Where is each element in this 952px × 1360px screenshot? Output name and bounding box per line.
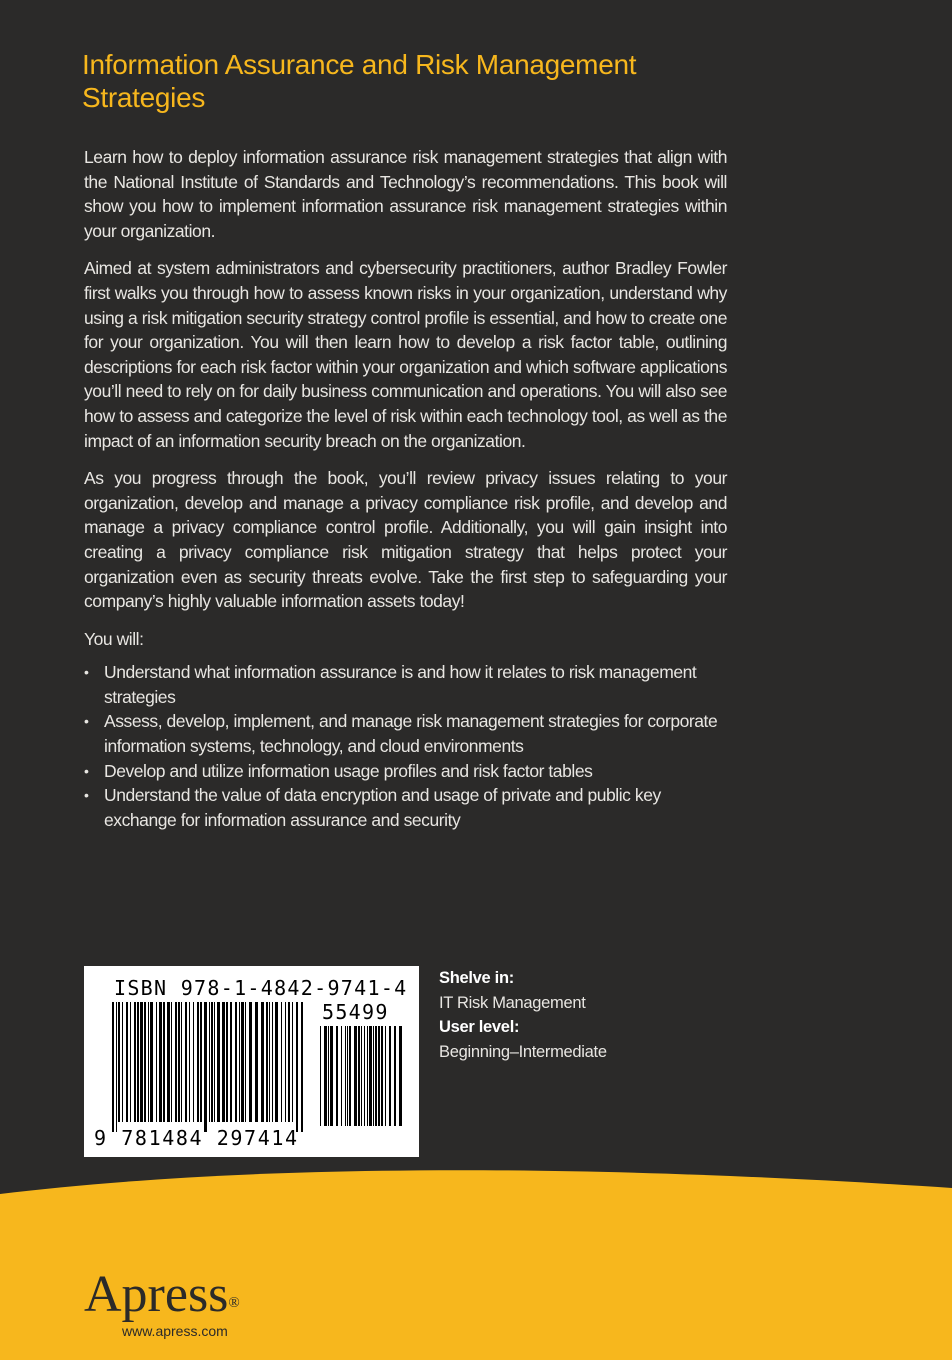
barcode-bar	[296, 1002, 298, 1132]
addon-barcode-bar	[361, 1026, 362, 1126]
you-will-heading: You will:	[84, 628, 144, 649]
price-code: 55499	[322, 1000, 389, 1024]
bullet-icon: •	[84, 664, 89, 681]
list-item-text: Understand the value of data encryption and usage of private and public key exchange for information assurance and security	[104, 785, 661, 830]
book-title-line-2: Strategies	[82, 82, 206, 113]
book-title-line-1: Information Assurance and Risk Management	[82, 49, 637, 80]
addon-barcode-bar	[328, 1026, 329, 1126]
shelve-in-value: IT Risk Management	[439, 993, 586, 1012]
barcode-bar	[269, 1002, 270, 1122]
description-paragraph-3: As you progress through the book, you’ll review privacy issues relating to your organization, develop and manage a privacy compliance risk profile, and develop and manage a privacy compliance control profile. Additionally, you will gain insight into creating a privacy compliance risk mitigation strategy that helps protect your organization even as security threats evolve. Take the first step to safeguarding your company’s highly valuable information assets today!	[84, 468, 727, 612]
user-level-label: User level:	[439, 1018, 520, 1036]
barcode-bar	[112, 1002, 114, 1132]
barcode-bar	[226, 1002, 228, 1122]
learning-outcomes-list	[84, 660, 727, 832]
barcode-bar	[261, 1002, 264, 1122]
bullet-icon: •	[84, 762, 89, 779]
barcode-bar	[211, 1002, 213, 1122]
barcode-bar	[239, 1002, 240, 1122]
barcode-bar	[272, 1002, 273, 1122]
bullet-icon: •	[84, 713, 89, 730]
barcode-bar	[118, 1002, 120, 1122]
barcode-bar	[292, 1002, 293, 1122]
registered-mark: ®	[228, 1295, 240, 1311]
shelve-in-label: Shelve in:	[439, 969, 514, 987]
barcode-bar	[178, 1002, 180, 1122]
barcode-bar	[163, 1002, 165, 1122]
addon-barcode-bar	[399, 1026, 402, 1126]
user-level-value: Beginning–Intermediate	[439, 1042, 607, 1061]
list-item-text: Assess, develop, implement, and manage risk management strategies for corporate information systems, technology, and cloud environments	[104, 711, 718, 757]
addon-barcode-bar	[375, 1026, 377, 1126]
barcode-bar	[266, 1002, 268, 1122]
addon-barcode-bar	[320, 1026, 321, 1126]
barcode-bar	[189, 1002, 190, 1122]
addon-barcode-bar	[354, 1026, 357, 1126]
addon-barcode-bar	[349, 1026, 351, 1126]
addon-barcode-bar	[367, 1026, 368, 1126]
addon-barcode-bar	[364, 1026, 365, 1126]
barcode-bar	[255, 1002, 258, 1122]
barcode-bar	[217, 1002, 220, 1122]
barcode-bar	[171, 1002, 172, 1122]
list-item	[84, 783, 727, 832]
barcode-bar	[200, 1002, 202, 1122]
addon-barcode-bar	[358, 1026, 360, 1126]
bullet-icon: •	[84, 787, 89, 804]
barcode-bar	[181, 1002, 182, 1122]
barcode-bar	[159, 1002, 162, 1122]
addon-barcode-bar	[330, 1026, 333, 1126]
barcode-bar	[222, 1002, 225, 1122]
isbn-number: ISBN 978-1-4842-9741-4	[114, 976, 408, 1000]
addon-barcode-bar	[381, 1026, 383, 1126]
list-item	[84, 709, 727, 758]
barcode-bar	[204, 1002, 207, 1132]
barcode-bar	[150, 1002, 153, 1122]
book-description	[84, 145, 727, 832]
barcode-bar	[116, 1002, 117, 1132]
barcode-bar	[214, 1002, 215, 1122]
addon-barcode-bar	[385, 1026, 386, 1126]
barcode-bar	[144, 1002, 146, 1122]
barcode-bar	[130, 1002, 131, 1122]
publisher-logo	[84, 1267, 240, 1323]
barcode-bar	[197, 1002, 199, 1122]
addon-barcode-bar	[347, 1026, 348, 1126]
addon-barcode-bar	[378, 1026, 380, 1126]
list-item	[84, 660, 727, 709]
addon-barcode-bar	[369, 1026, 372, 1126]
barcode-bar	[249, 1002, 252, 1122]
barcode-bar	[126, 1002, 128, 1122]
barcode-bar	[140, 1002, 143, 1122]
list-item-text: Develop and utilize information usage profiles and risk factor tables	[104, 760, 593, 781]
addon-barcode-bar	[389, 1026, 391, 1126]
barcode-bar	[288, 1002, 290, 1122]
barcode-bar	[281, 1002, 282, 1122]
addon-barcode-bar	[394, 1026, 396, 1126]
barcode-bar	[245, 1002, 246, 1122]
barcode-bar	[156, 1002, 157, 1122]
barcode-bar	[175, 1002, 177, 1122]
isbn-barcode	[84, 966, 419, 1157]
addon-barcode-bar	[336, 1026, 338, 1126]
publisher-logo-text: Apress	[84, 1266, 229, 1323]
list-item	[84, 759, 727, 784]
list-item-text: Understand what information assurance is and how it relates to risk management strategies	[104, 662, 697, 707]
barcode-bar	[285, 1002, 286, 1122]
shelving-info	[439, 966, 607, 1064]
barcode-bar	[209, 1002, 210, 1122]
description-paragraph-1: Learn how to deploy information assurance risk management strategies that align with the National Institute of Standards and Technology’s recommendations. This book will show you how to implement information assurance risk management strategies within your organization.	[84, 147, 727, 241]
barcode-bar	[275, 1002, 278, 1122]
barcode-bar	[301, 1002, 303, 1132]
barcode-bar	[148, 1002, 149, 1122]
barcode-bar	[167, 1002, 170, 1122]
ean-digits: 9 781484 297414	[94, 1126, 299, 1150]
barcode-bar	[230, 1002, 232, 1122]
barcode-bar	[134, 1002, 136, 1122]
publisher-url[interactable]: www.apress.com	[122, 1323, 228, 1339]
book-title	[82, 48, 782, 114]
description-paragraph-2: Aimed at system administrators and cybersecurity practitioners, author Bradley Fowler first walks you through how to assess known risks in your organization, understand why using a risk mitigation security strategy control profile is essential, and how to create one for your organization. You will then learn how to develop a risk factor table, outlining descriptions for each risk factor within your organization and which software applications you’ll need to rely on for daily business communication and operations. You will also see how to assess and categorize the level of risk within each technology tool, as well as the impact of an information security breach on the organization.	[84, 258, 727, 451]
addon-barcode-bar	[345, 1026, 346, 1126]
addon-barcode-bar	[373, 1026, 374, 1126]
addon-barcode-bar	[324, 1026, 327, 1126]
barcode-bar	[193, 1002, 194, 1122]
barcode-bar	[137, 1002, 139, 1122]
addon-barcode-bar	[341, 1026, 342, 1126]
barcode-bar	[241, 1002, 244, 1122]
barcode-bar	[235, 1002, 237, 1122]
barcode-bar	[122, 1002, 123, 1122]
barcode-bar	[185, 1002, 187, 1122]
